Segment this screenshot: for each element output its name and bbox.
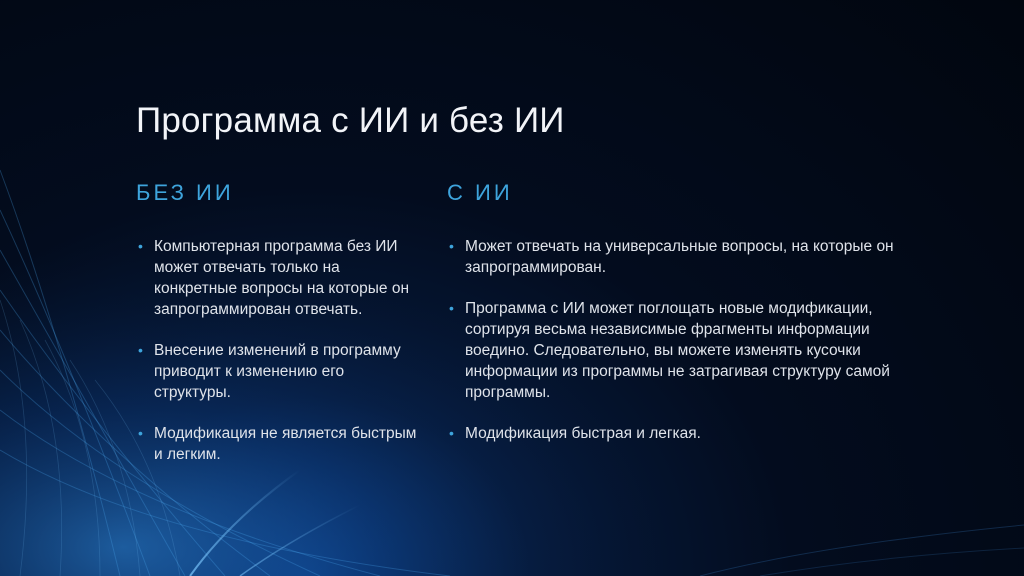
- bullet-icon: •: [138, 342, 143, 358]
- bullet-text: Компьютерная программа без ИИ может отвечать только на конкретные вопросы на которые он запрограммирован отвечать.: [154, 238, 410, 318]
- bullet-icon: •: [449, 238, 454, 254]
- bullet-text: Внесение изменений в программу приводит к изменению его структуры.: [154, 342, 401, 401]
- bullet-icon: •: [449, 300, 454, 316]
- list-item: [447, 236, 895, 278]
- bullet-text: Модификация не является быстрым и легким.: [154, 425, 417, 463]
- bullet-list-with-ai: [447, 236, 895, 464]
- list-item: [136, 423, 418, 465]
- list-item: [447, 423, 895, 444]
- slide-title: Программа с ИИ и без ИИ: [136, 101, 565, 140]
- bullet-list-without-ai: [136, 236, 418, 485]
- list-item: [447, 298, 895, 403]
- column-heading-with-ai: С ИИ: [447, 180, 513, 205]
- bullet-text: Модификация быстрая и легкая.: [465, 425, 701, 442]
- list-item: [136, 236, 418, 320]
- bullet-text: Может отвечать на универсальные вопросы, на которые он запрограммирован.: [465, 238, 894, 276]
- list-item: [136, 340, 418, 403]
- column-heading-without-ai: БЕЗ ИИ: [136, 180, 234, 205]
- bullet-icon: •: [138, 425, 143, 441]
- bullet-text: Программа с ИИ может поглощать новые модификации, сортируя весьма независимые фрагменты информации воедино. Следовательно, вы можете изменять кусочки информации из программы не затрагивая структуру самой программы.: [465, 300, 890, 401]
- bullet-icon: •: [138, 238, 143, 254]
- bullet-icon: •: [449, 425, 454, 441]
